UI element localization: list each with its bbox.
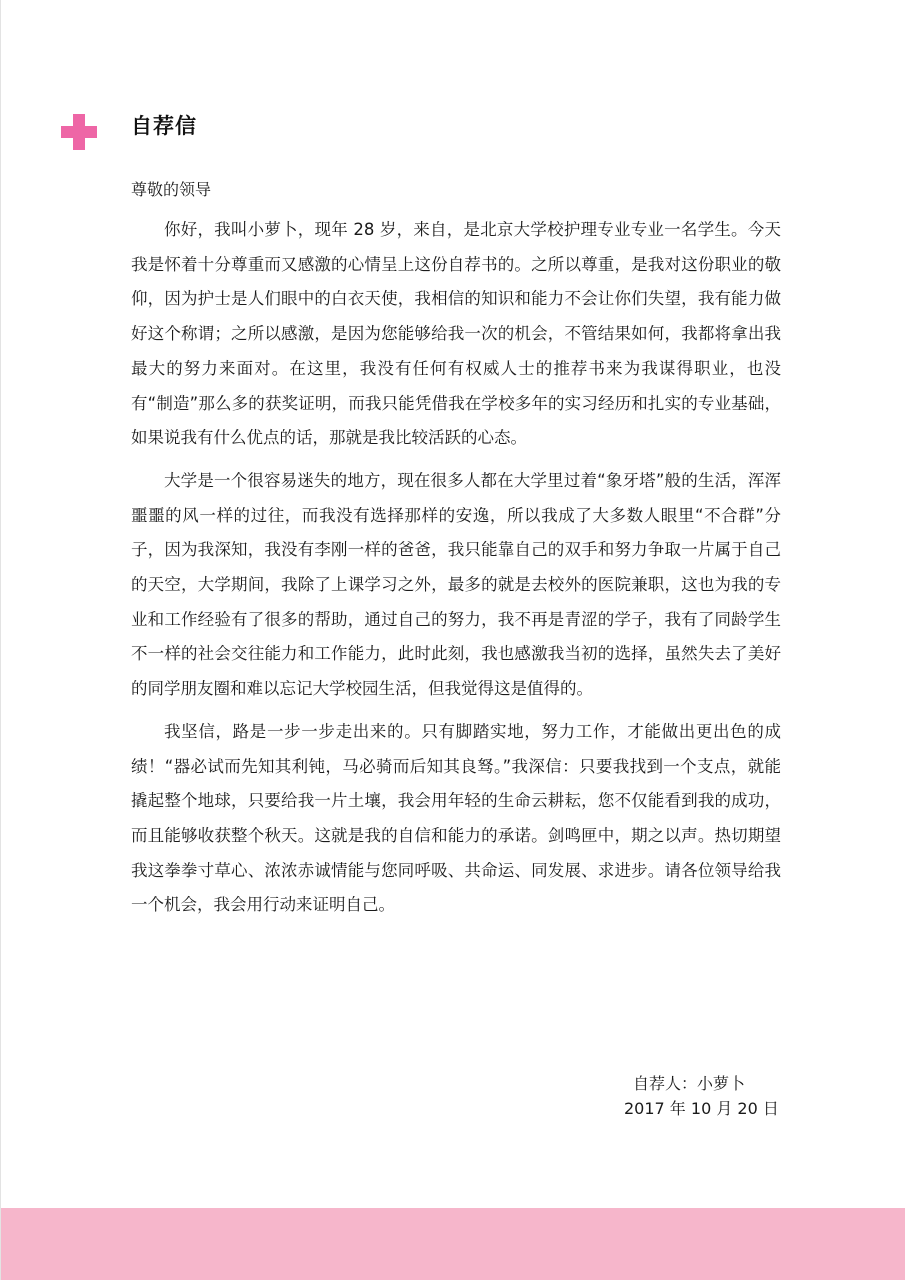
letter-body (131, 213, 781, 931)
signature-date: 2017 年 10 月 20 日 (624, 1099, 779, 1118)
signature-line: 自荐人：小萝卜 (633, 1074, 746, 1093)
body-paragraph-2: 大学是一个很容易迷失的地方，现在很多人都在大学里过着“象牙塔”般的生活，浑浑噩噩的风一样的过往，而我没有选择那样的安逸，所以我成了大多数人眼里“不合群”分子，因为我深知，我没有李刚一样的爸爸，我只能靠自己的双手和努力争取一片属于自己的天空，大学期间，我除了上课学习之外，最多的就是去校外的医院兼职，这也为我的专业和工作经验有了很多的帮助，通过自己的努力，我不再是青涩的学子，我有了同龄学生不一样的社会交往能力和工作能力，此时此刻，我也感激我当初的选择，虽然失去了美好的同学朋友圈和难以忘记大学校园生活，但我觉得这是值得的。 (131, 470, 781, 699)
signature-block (624, 1071, 779, 1121)
body-paragraph-3: 我坚信，路是一步一步走出来的。只有脚踏实地，努力工作，才能做出更出色的成绩！“器必试而先知其利钝，马必骑而后知其良驽。”我深信：只要我找到一个支点，就能撬起整个地球，只要给我一片土壤，我会用年轻的生命云耕耘，您不仅能看到我的成功，而且能够收获整个秋天。这就是我的自信和能力的承诺。剑鸣匣中，期之以声。热切期望我这拳拳寸草心、浓浓赤诚情能与您同呼吸、共命运、同发展、求进步。请各位领导给我一个机会，我会用行动来证明自己。 (131, 721, 781, 915)
body-paragraph-1: 你好，我叫小萝卜，现年 28 岁，来自，是北京大学校护理专业专业一名学生。今天我是怀着十分尊重而又感激的心情呈上这份自荐书的。之所以尊重，是我对这份职业的敬仰，因为护士是人们眼中的白衣天使，我相信的知识和能力不会让你们失望，我有能力做好这个称谓；之所以感激，是因为您能够给我一次的机会，不管结果如何，我都将拿出我最大的努力来面对。在这里，我没有任何有权威人士的推荐书来为我谋得职业，也没有“制造”那么多的获奖证明，而我只能凭借我在学校多年的实习经历和扎实的专业基础，如果说我有什么优点的话，那就是我比较活跃的心态。 (131, 220, 781, 448)
footer-band (1, 1208, 905, 1280)
cross-horizontal-bar (61, 126, 97, 138)
document-title: 自荐信 (131, 114, 197, 138)
cross-icon (61, 114, 97, 150)
salutation: 尊敬的领导 (131, 180, 212, 199)
